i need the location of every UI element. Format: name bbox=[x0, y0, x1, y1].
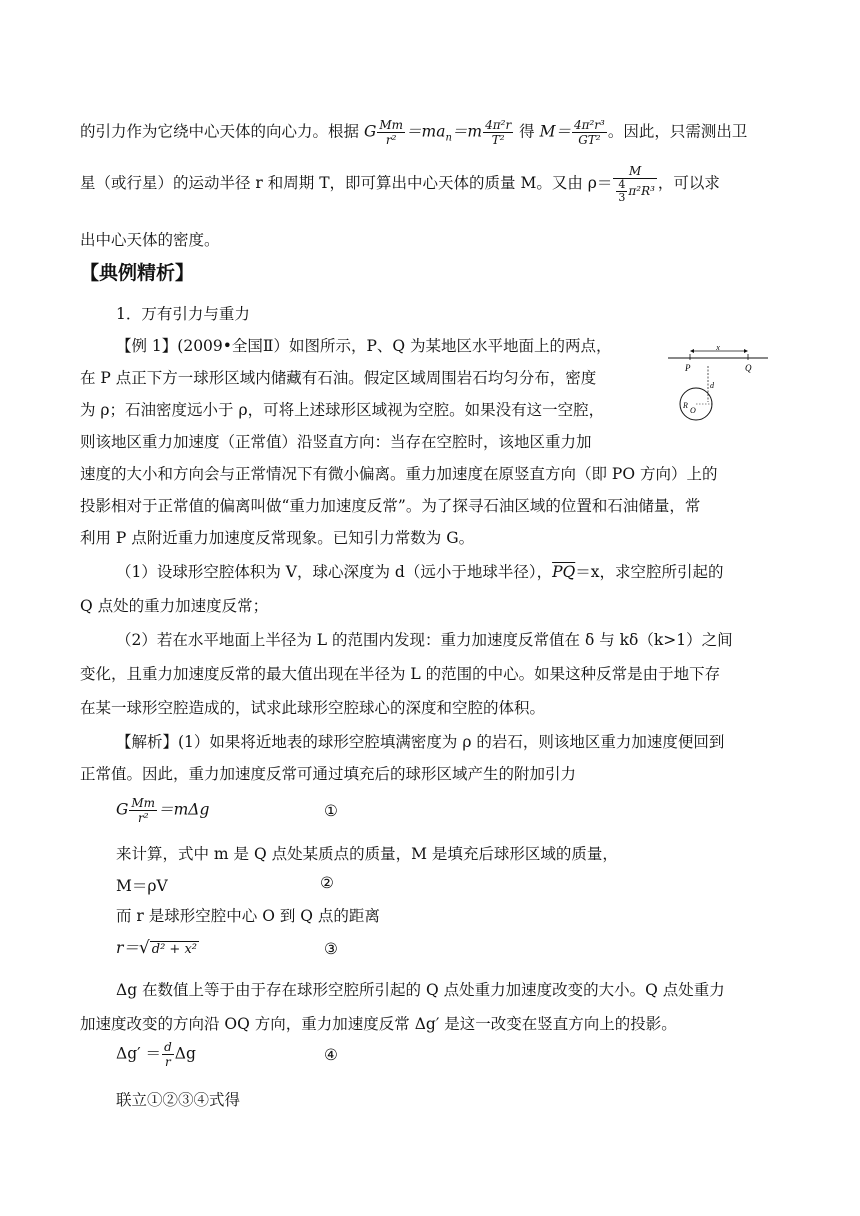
text: （1）设球形空腔体积为 V，球心深度为 d（远小于地球半径）， bbox=[116, 563, 553, 581]
question-2-line1: （2）若在水平地面上半径为 L 的范围内发现：重力加速度反常值在 δ 与 kδ（k>1）之间 bbox=[116, 631, 733, 649]
segment-pq: $\overline{PQ}$ bbox=[552, 563, 576, 581]
question-1-line1 bbox=[116, 562, 723, 582]
equation-3 bbox=[116, 936, 199, 958]
equation-part: ＝mΔg bbox=[158, 800, 210, 819]
question-1-line2: Q 点处的重力加速度反常； bbox=[80, 597, 269, 615]
example-line2: 在 P 点正下方一球形区域内储藏有石油。假定区域周围岩石均匀分布，密度 bbox=[80, 369, 597, 387]
cavity-diagram bbox=[668, 346, 768, 422]
example-line4: 则该地区重力加速度（正常值）沿竖直方向：当存在空腔时，该地区重力加 bbox=[80, 433, 592, 451]
para1-line1 bbox=[80, 118, 747, 149]
equation-number-3: ③ bbox=[324, 940, 338, 958]
numerator: 4 bbox=[618, 178, 626, 191]
numerator: Mm bbox=[379, 118, 404, 132]
solution-line5: Δg 在数值上等于由于存在球形空腔所引起的 Q 点处重力加速度改变的大小。Q 点处重力 bbox=[116, 981, 725, 999]
question-2-line2: 变化，且重力加速度反常的最大值出现在半径为 L 的范围的中心。如果这种反常是由于地下存 bbox=[80, 665, 721, 683]
denominator: r² bbox=[137, 811, 149, 825]
label-q: Q bbox=[745, 363, 752, 373]
cavity-diagram-svg bbox=[668, 346, 768, 422]
equation-2: M＝ρV bbox=[116, 877, 168, 895]
denominator: 3 bbox=[618, 191, 626, 204]
solution-line4: 而 r 是球形空腔中心 O 到 Q 点的距离 bbox=[116, 907, 380, 925]
text: 得 bbox=[519, 122, 535, 141]
equation-part: M＝ bbox=[539, 122, 571, 141]
para1-line3: 出中心天体的密度。 bbox=[80, 231, 220, 249]
equation-part: Δg′ ＝ bbox=[116, 1044, 162, 1063]
text: 星（或行星）的运动半径 r 和周期 T，即可算出中心天体的质量 M。又由 ρ＝ bbox=[80, 174, 613, 192]
example-line7: 利用 P 点附近重力加速度反常现象。已知引力常数为 G。 bbox=[80, 529, 475, 547]
equation-part: Δg bbox=[174, 1044, 196, 1063]
fraction-4pi2r-t2 bbox=[483, 118, 513, 147]
solution-line6: 加速度改变的方向沿 OQ 方向，重力加速度反常 Δg′ 是这一改变在竖直方向上的投影。 bbox=[80, 1015, 677, 1033]
subscript: n bbox=[445, 132, 452, 144]
solution-line7: 联立①②③④式得 bbox=[116, 1091, 241, 1109]
label-p: P bbox=[685, 363, 691, 373]
question-2-line3: 在某一球形空腔造成的，试求此球形空腔球心的深度和空腔的体积。 bbox=[80, 699, 546, 717]
label-r: R bbox=[683, 401, 688, 410]
label-d: d bbox=[710, 381, 714, 390]
text: ，可以求 bbox=[657, 174, 720, 192]
section-1-title: 1．万有引力与重力 bbox=[116, 305, 250, 323]
fraction-mm-r2 bbox=[377, 118, 405, 147]
numerator: M bbox=[613, 164, 657, 179]
example-line1: 【例 1】(2009•全国Ⅱ）如图所示，P、Q 为某地区水平地面上的两点， bbox=[116, 337, 612, 355]
symbol-g: G bbox=[116, 800, 129, 819]
denominator bbox=[613, 179, 657, 204]
example-line5: 速度的大小和方向会与正常情况下有微小偏离。重力加速度在原竖直方向（即 PO 方向）上的 bbox=[80, 465, 718, 483]
denominator: r² bbox=[385, 133, 397, 147]
example-line3: 为 ρ；石油密度远小于 ρ，可将上述球形区域视为空腔。如果没有这一空腔， bbox=[80, 401, 605, 419]
section-heading: 【典例精析】 bbox=[80, 262, 195, 284]
equation-part: r＝ bbox=[116, 939, 139, 957]
text: 的引力作为它绕中心天体的向心力。根据 bbox=[80, 122, 360, 141]
label-o: O bbox=[690, 406, 696, 415]
fraction-4-3 bbox=[616, 179, 627, 204]
denominator: T² bbox=[491, 133, 505, 147]
fraction-4pi2r3-gt2 bbox=[572, 118, 607, 147]
numerator: 4π²r³ bbox=[573, 118, 605, 132]
symbol-g: G bbox=[363, 122, 377, 141]
fraction-d-r bbox=[162, 1040, 174, 1069]
arrow-head-right bbox=[744, 349, 748, 353]
example-line6: 投影相对于正常值的偏离叫做“重力加速度反常”。为了探寻石油区域的位置和石油储量，常 bbox=[80, 497, 701, 515]
equation-part: ＝ma bbox=[406, 122, 446, 141]
equation-number-1: ① bbox=[324, 802, 338, 820]
numerator: 4π²r bbox=[485, 118, 512, 132]
solution-line3: 来计算，式中 m 是 Q 点处某质点的质量，M 是填充后球形区域的质量， bbox=[116, 845, 618, 863]
arrow-head-left bbox=[690, 349, 694, 353]
equation-number-4: ④ bbox=[324, 1046, 338, 1064]
equation-1 bbox=[116, 796, 209, 825]
sqrt-sign: √ bbox=[138, 938, 150, 958]
denominator: r bbox=[165, 1055, 171, 1069]
radicand: d² + x² bbox=[151, 942, 197, 957]
solution-line2: 正常值。因此，重力加速度反常可通过填充后的球形区域产生的附加引力 bbox=[80, 765, 577, 783]
fraction-mm-r2 bbox=[129, 796, 157, 825]
equation-4 bbox=[116, 1040, 196, 1069]
para1-line2 bbox=[80, 164, 720, 204]
solution-line1: 【解析】(1）如果将近地表的球形空腔填满密度为 ρ 的岩石，则该地区重力加速度便回到 bbox=[116, 733, 725, 751]
denominator: GT² bbox=[578, 133, 601, 147]
equation-part: ＝m bbox=[451, 122, 483, 141]
denominator-rest: π²R³ bbox=[628, 184, 655, 198]
numerator: d bbox=[164, 1040, 172, 1054]
text: ＝x，求空腔所引起的 bbox=[575, 563, 724, 581]
label-x: x bbox=[716, 346, 720, 352]
equation-number-2: ② bbox=[320, 874, 334, 892]
text: 。因此，只需测出卫 bbox=[607, 122, 748, 141]
numerator: Mm bbox=[131, 796, 156, 810]
fraction-density bbox=[613, 164, 657, 204]
